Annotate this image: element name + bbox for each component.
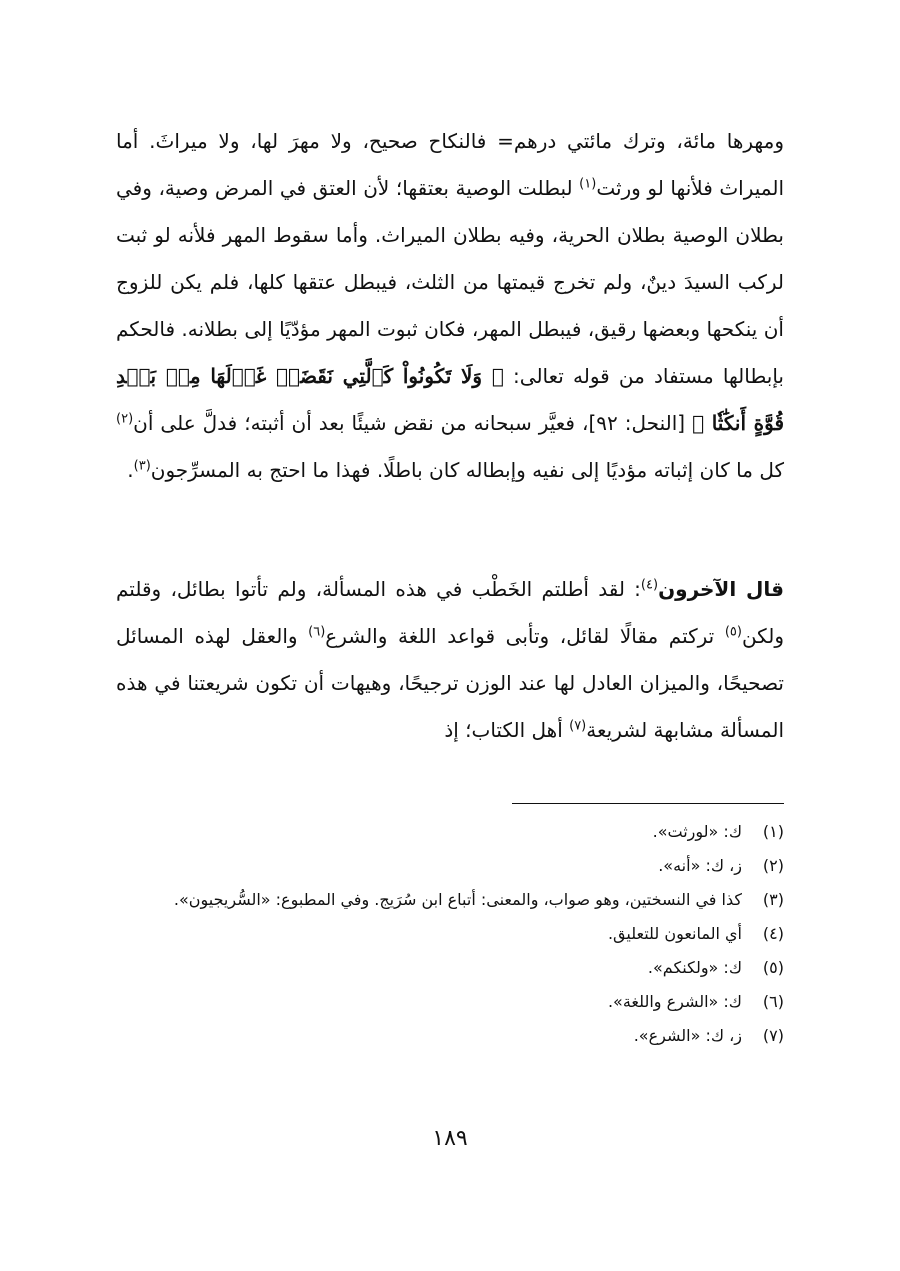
footnote-item <box>116 849 784 883</box>
footnote-number: (٧) <box>762 1026 784 1045</box>
footnote-item <box>116 985 784 1019</box>
paragraph-2-text: : لقد أطلتم الخَطْب في هذه المسألة، ولم تأتوا بطائل، وقلتم ولكن <box>116 577 784 648</box>
footnote-text: أي المانعون للتعليق. <box>607 924 742 943</box>
footnote-item <box>116 917 784 951</box>
footnote-text: ك: «ولكنكم». <box>647 958 742 977</box>
footnote-number: (١) <box>762 822 784 841</box>
paragraph-1-text: ومهرها مائة، وترك مائتي درهم= فالنكاح صحيح، ولا مهرَ لها، ولا ميراثَ. أما الميراث فلأنها لو ورثت <box>116 129 785 200</box>
quran-verse: ﴿ وَلَا تَكُونُواْ كَٱلَّتِي نَقَضَتۡ غَزۡلَهَا مِنۢ بَعۡدِ قُوَّةٍ أَنكَٰثٗا ﴾ <box>116 364 785 435</box>
footnote-item <box>116 951 784 985</box>
paragraph-1-text: . <box>127 458 134 482</box>
paragraph-1-text: [النحل: ٩٢]، فعيَّر سبحانه من نقض شيئًا بعد أن أثبته؛ فدلَّ على أن <box>133 411 693 435</box>
paragraph-lead: قال الآخرون <box>658 577 784 601</box>
footnote-text: ك: «لورثت». <box>652 822 742 841</box>
footnote-ref-6[interactable]: (٦) <box>308 624 326 640</box>
footnote-number: (٢) <box>762 856 784 875</box>
footnote-item <box>116 1019 784 1053</box>
footnote-text: كذا في النسختين، وهو صواب، والمعنى: أتباع ابن سُرَيج. وفي المطبوع: «السُّريجيون». <box>173 890 742 909</box>
paragraph-1-text: كل ما كان إثباته مؤديًا إلى نفيه وإبطاله كان باطلًا. فهذا ما احتج به المسرِّجون <box>150 458 784 482</box>
footnote-number: (٦) <box>762 992 784 1011</box>
footnote-text: ك: «الشرع واللغة». <box>607 992 742 1011</box>
footnote-ref-4[interactable]: (٤) <box>640 577 659 593</box>
paragraph-2-text: تركتم مقالًا لقائل، وتأبى قواعد اللغة والشرع <box>325 624 725 648</box>
footnote-ref-2[interactable]: (٢) <box>116 411 134 427</box>
footnote-number: (٤) <box>762 924 784 943</box>
footnote-number: (٣) <box>762 890 784 909</box>
paragraph-2-text: أهل الكتاب؛ إذ <box>444 718 570 742</box>
paragraph-2-text: والعقل لهذه المسائل تصحيحًا، والميزان العادل لها عند الوزن ترجيحًا، وهيهات أن تكون شريعتنا في هذه المسألة مشابهة لشريعة <box>116 624 784 742</box>
footnote-item <box>116 883 784 917</box>
body-paragraph-1 <box>116 118 784 494</box>
footnote-text: ز، ك: «أنه». <box>658 856 742 875</box>
footnote-text: ز، ك: «الشرع». <box>633 1026 742 1045</box>
footnotes-list <box>116 815 784 1053</box>
paragraph-1-text: لبطلت الوصية بعتقها؛ لأن العتق في المرض وصية، وفي بطلان الوصية بطلان الحرية، وفيه بطلان الميراث. وأما سقوط المهر فلأنه لو ثبت لركب السيدَ دينٌ، ولم تخرج قيمتها من الثلث، فيبطل عتقها كلها، فلم يكن للزوج أن ينكحها وبعضها رقيق، فيبطل المهر، فكان ثبوت المهر مؤدّيًا إلى بطلانه. فالحكم بإبطالها مستفاد من قوله تعالى: <box>116 176 784 388</box>
page-number: ١٨٩ <box>432 1126 468 1151</box>
footnote-number: (٥) <box>762 958 784 977</box>
footnote-ref-5[interactable]: (٥) <box>724 624 742 640</box>
footnote-item <box>116 815 784 849</box>
footnote-ref-3[interactable]: (٣) <box>133 458 151 474</box>
footnote-ref-7[interactable]: (٧) <box>569 718 587 734</box>
body-paragraph-2 <box>116 566 784 754</box>
footnote-divider <box>512 803 784 804</box>
footnote-ref-1[interactable]: (١) <box>579 176 597 192</box>
